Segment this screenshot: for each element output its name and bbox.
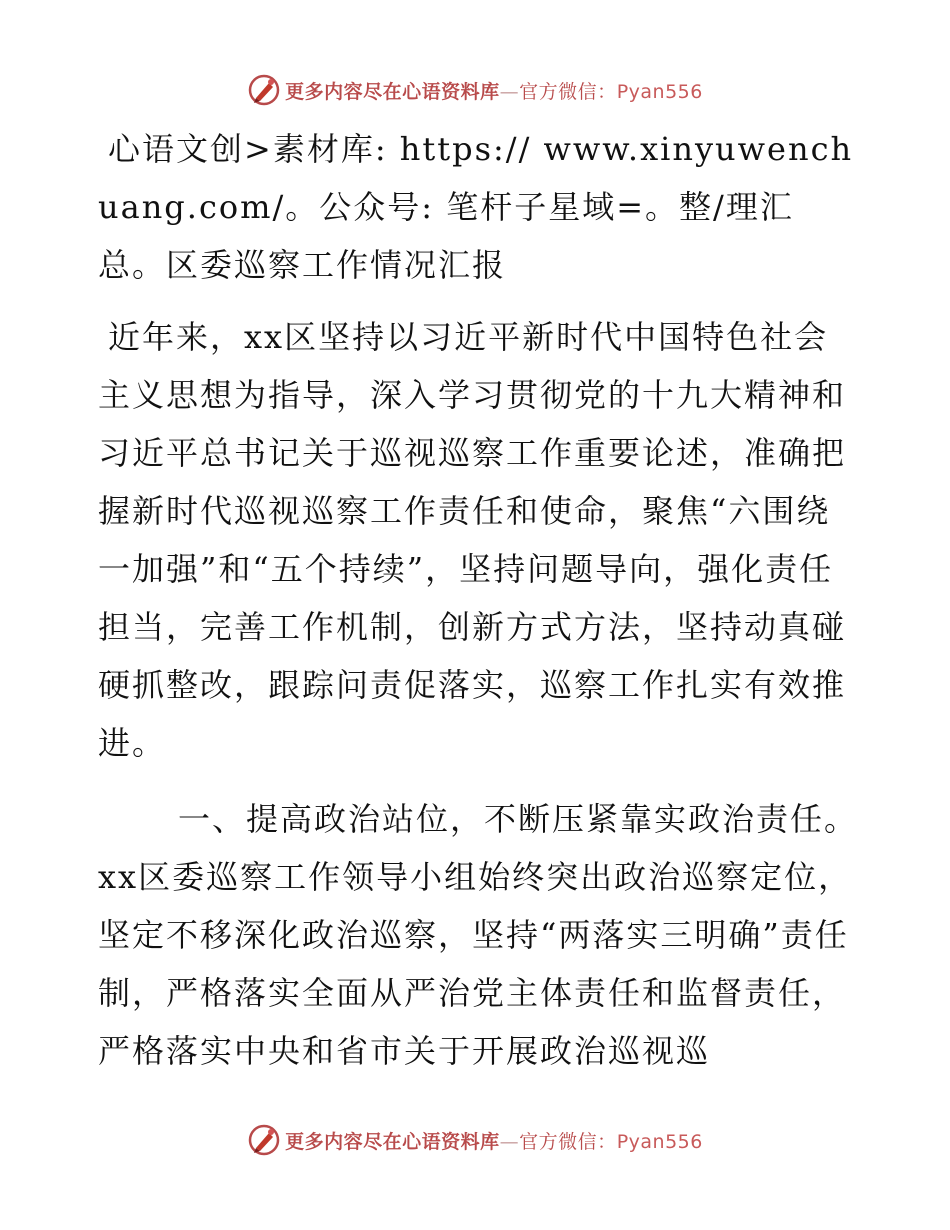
watermark-text-bottom	[285, 1127, 703, 1154]
watermark-wechat-id: Pyan556	[616, 80, 703, 103]
document-header-text: 心语文创>素材库: https:// www.xinyuwenchuang.com/。公众号: 笔杆子星域=。整/理汇总。区委巡察工作情况汇报	[98, 130, 854, 284]
watermark-official-label: 官方微信：	[519, 80, 617, 103]
pen-logo-icon	[247, 73, 281, 107]
watermark-official-label: 官方微信：	[519, 1130, 617, 1153]
watermark-text-top	[285, 77, 703, 104]
watermark-banner-top	[0, 70, 950, 110]
watermark-wechat-id: Pyan556	[616, 1130, 703, 1153]
watermark-separator: —	[499, 80, 520, 103]
watermark-separator: —	[499, 1130, 520, 1153]
watermark-banner-bottom	[0, 1120, 950, 1160]
watermark-main-text: 更多内容尽在心语资料库	[285, 80, 500, 103]
document-body	[98, 120, 858, 1080]
watermark-main-text: 更多内容尽在心语资料库	[285, 1130, 500, 1153]
intro-paragraph: 近年来，xx区坚持以习近平新时代中国特色社会主义思想为指导，深入学习贯彻党的十九大精神和习近平总书记关于巡视巡察工作重要论述，准确把握新时代巡视巡察工作责任和使命，聚焦“六围绕一加强”和“五个持续”，坚持问题导向，强化责任担当，完善工作机制，创新方式方法，坚持动真碰硬抓整改，跟踪问责促落实，巡察工作扎实有效推进。	[98, 318, 847, 762]
pen-logo-icon	[247, 1123, 281, 1157]
section-1-paragraph: 一、提高政治站位，不断压紧靠实政治责任。xx区委巡察工作领导小组始终突出政治巡察定位，坚定不移深化政治巡察，坚持“两落实三明确”责任制，严格落实全面从严治党主体责任和监督责任，严格落实中央和省市关于开展政治巡视巡	[98, 800, 859, 1070]
